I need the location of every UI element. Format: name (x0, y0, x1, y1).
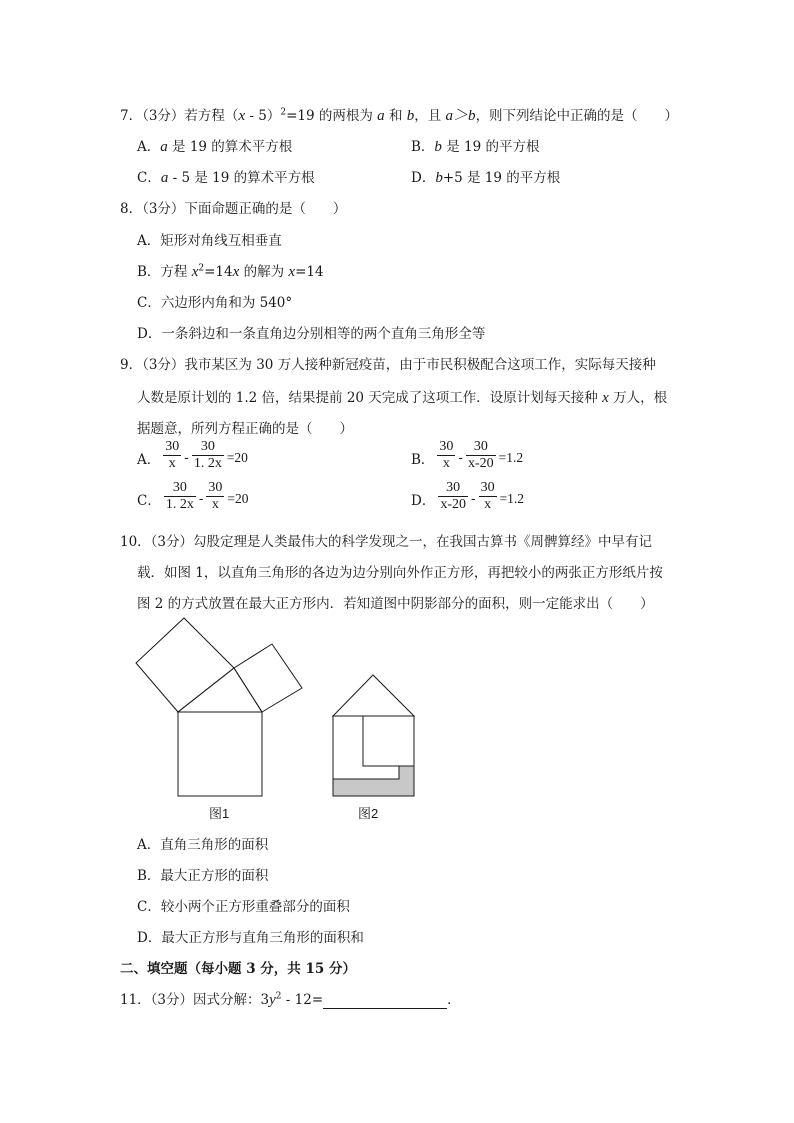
q7-option-a[interactable]: A．a 是 19 的算术平方根 (137, 139, 293, 155)
q7-option-b[interactable]: B．b 是 19 的平方根 (411, 139, 540, 155)
figure-1-caption: 图1 (209, 806, 230, 821)
fraction: $\frac{30}{x-20}$ (440, 480, 466, 512)
fraction: $\frac{30}{x}$ (439, 439, 454, 471)
q9-line2: 人数是原计划的 1.2 倍，结果提前 20 天完成了这项工作．设原计划每天接种 x 万人，根 (137, 390, 668, 406)
q8-option-a[interactable]: A．矩形对角线互相垂直 (137, 233, 282, 249)
q9-line1: 9．（3分）我市某区为 30 万人接种新冠疫苗，由于市民积极配合这项工作，实际每天接种 (120, 357, 656, 373)
q9-option-c[interactable]: C． $\frac{30}{1. 2x}$ - $\frac{30}{x}$ =20 (137, 480, 249, 512)
figure-1-pythagoras-squares (130, 612, 315, 802)
q10-option-d[interactable]: D．最大正方形与直角三角形的面积和 (137, 930, 364, 946)
q9-option-a[interactable]: A． $\frac{30}{x}$ - $\frac{30}{1. 2x}$ =20 (137, 439, 248, 471)
figure-2-overlapping-squares (326, 668, 421, 803)
q9-option-b[interactable]: B． $\frac{30}{x}$ - $\frac{30}{x-20}$ =1.2 (411, 439, 524, 471)
q8-option-b[interactable]: B．方程 $x^2=14x$ 的解为 x=14 (137, 263, 324, 280)
q10-option-a[interactable]: A．直角三角形的面积 (137, 837, 269, 853)
q8-stem: 8．（3分）下面命题正确的是（ ） (120, 201, 347, 217)
q7-stem: 7．（3分）若方程（x - 5）$^2$=19 的两根为 a 和 b，且 a＞b，则下列结论中正确的是（ ） (120, 107, 679, 124)
q8-option-c[interactable]: C．六边形内角和为 540° (137, 295, 293, 311)
q9-line3: 据题意，所列方程正确的是（ ） (137, 421, 353, 437)
fraction: $\frac{30}{x}$ (480, 480, 495, 512)
q10-line2: 载．如图 1，以直角三角形的各边为边分别向外作正方形，再把较小的两张正方形纸片按 (137, 565, 663, 581)
large-square (178, 712, 262, 796)
fraction: $\frac{30}{1. 2x}$ (165, 480, 194, 512)
fraction: $\frac{30}{1. 2x}$ (193, 439, 222, 471)
q10-line1: 10．（3分）勾股定理是人类最伟大的科学发现之一，在我国古算书《周髀算经》中早有记 (120, 534, 653, 550)
roof-triangle (333, 675, 414, 716)
fraction: $\frac{30}{x}$ (208, 480, 223, 512)
q8-option-d[interactable]: D．一条斜边和一条直角边分别相等的两个直角三角形全等 (137, 326, 486, 342)
q10-option-c[interactable]: C．较小两个正方形重叠部分的面积 (137, 899, 350, 915)
answer-blank[interactable] (323, 995, 447, 1009)
figure-2-caption: 图2 (358, 806, 379, 821)
q11-stem: 11．（3分）因式分解：$3y^2 - 12=$ ． (120, 991, 461, 1008)
q7-option-c[interactable]: C．a - 5 是 19 的算术平方根 (137, 170, 315, 186)
q10-line3: 图 2 的方式放置在最大正方形内．若知道图中阴影部分的面积，则一定能求出（ ） (137, 596, 654, 612)
q10-option-b[interactable]: B．最大正方形的面积 (137, 868, 269, 884)
q7-option-d[interactable]: D．b+5 是 19 的平方根 (411, 170, 561, 186)
right-square (234, 644, 302, 712)
q9-option-d[interactable]: D． $\frac{30}{x-20}$ - $\frac{30}{x}$ =1.2 (411, 480, 525, 512)
fraction: $\frac{30}{x-20}$ (467, 439, 494, 471)
left-square (136, 618, 234, 712)
section-heading-fill-in: 二、填空题（每小题 3 分，共 15 分） (120, 961, 356, 977)
right-triangle (178, 668, 262, 712)
fraction: $\frac{30}{x}$ (165, 439, 180, 471)
